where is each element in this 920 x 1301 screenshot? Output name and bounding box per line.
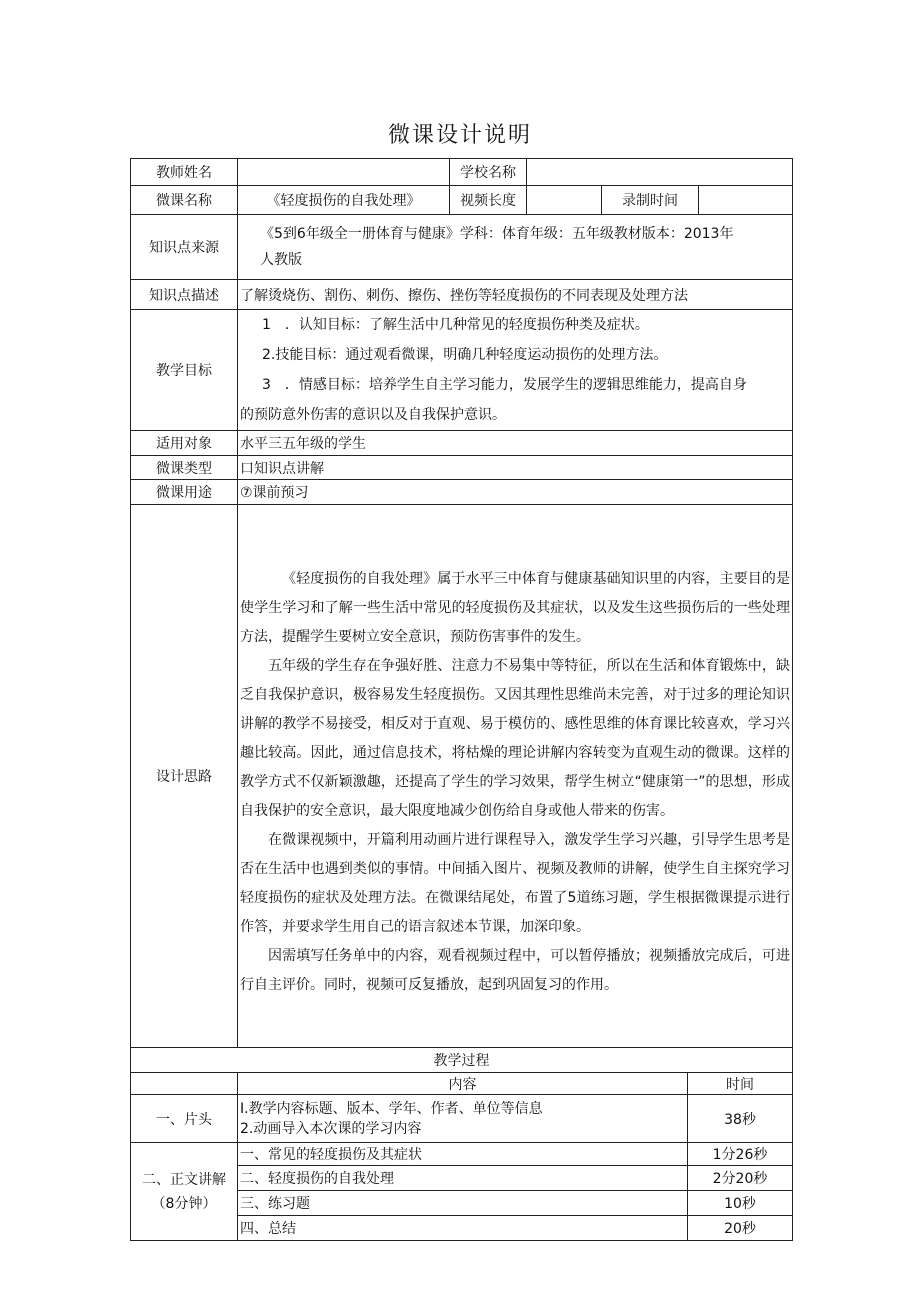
main-item-1-time: 1分26秒 bbox=[688, 1143, 793, 1166]
type-row bbox=[131, 456, 793, 480]
section-intro-time: 38秒 bbox=[688, 1095, 793, 1143]
intro-line-2: 2.动画导入本次课的学习内容 bbox=[240, 1120, 422, 1137]
course-type-value: 口知识点讲解 bbox=[238, 456, 793, 480]
goal-3-cont: 的预防意外伤害的意识以及自我保护意识。 bbox=[240, 407, 506, 423]
goals-row bbox=[131, 310, 793, 431]
intro-line-1: Ⅰ.教学内容标题、版本、学年、作者、单位等信息 bbox=[240, 1100, 543, 1117]
process-corner-cell bbox=[131, 1073, 238, 1095]
goal-3: 3 ．情感目标：培养学生自主学习能力，发展学生的逻辑思维能力，提高自身 bbox=[262, 377, 747, 393]
knowledge-description-label: 知识点描述 bbox=[131, 280, 238, 310]
source-row bbox=[131, 215, 793, 280]
course-type-label: 微课类型 bbox=[131, 456, 238, 480]
course-name-label: 微课名称 bbox=[131, 186, 238, 215]
course-design-table bbox=[130, 158, 793, 1241]
description-row bbox=[131, 280, 793, 310]
section-main-label bbox=[131, 1143, 238, 1241]
info-row-2 bbox=[131, 186, 793, 215]
video-length-value bbox=[527, 186, 602, 215]
course-usage-value: ⑦课前预习 bbox=[238, 480, 793, 505]
main-item-3-content: 三、练习题 bbox=[238, 1191, 688, 1216]
source-line-1: 《5到6年级全一册体育与健康》学科：体育年级：五年级教材版本：2013年 bbox=[260, 226, 734, 242]
teacher-name-label: 教师姓名 bbox=[131, 159, 238, 186]
knowledge-source-label: 知识点来源 bbox=[131, 215, 238, 280]
section-intro-content bbox=[238, 1095, 688, 1143]
process-time-header: 时间 bbox=[688, 1073, 793, 1095]
goal-2: 2.技能目标：通过观看微课，明确几种轻度运动损伤的处理方法。 bbox=[262, 347, 668, 363]
info-row-1 bbox=[131, 159, 793, 186]
knowledge-source-value bbox=[238, 215, 793, 280]
design-paragraph-3: 在微课视频中，开篇利用动画片进行课程导入，激发学生学习兴趣，引导学生思考是否在生活中也遇到类似的事情。中间插入图片、视频及教师的讲解，使学生自主探究学习轻度损伤的症状及处理方法。在微课结尾处，布置了5道练习题，学生根据微课提示进行作答，并要求学生用自己的语言叙述本节课，加深印象。 bbox=[240, 832, 790, 935]
audience-value: 水平三五年级的学生 bbox=[238, 431, 793, 456]
section-intro-label: 一、片头 bbox=[131, 1095, 238, 1143]
design-paragraph-4: 因需填写任务单中的内容，观看视频过程中，可以暂停播放；视频播放完成后，可进行自主评价。同时，视频可反复播放，起到巩固复习的作用。 bbox=[240, 948, 790, 993]
source-line-2: 人教版 bbox=[260, 252, 302, 268]
main-item-2-time: 2分20秒 bbox=[688, 1166, 793, 1191]
course-name-value: 《轻度损伤的自我处理》 bbox=[238, 186, 450, 215]
design-idea-label: 设计思路 bbox=[131, 505, 238, 1048]
goal-1: 1 ．认知目标：了解生活中几种常见的轻度损伤种类及症状。 bbox=[262, 317, 649, 333]
page-title: 微课设计说明 bbox=[387, 123, 532, 148]
section-main-duration: （8分钟） bbox=[151, 1195, 217, 1212]
process-header-row bbox=[131, 1048, 793, 1073]
process-row-main-1 bbox=[131, 1143, 793, 1166]
main-item-4-content: 四、总结 bbox=[238, 1216, 688, 1241]
record-time-label: 录制时间 bbox=[602, 186, 699, 215]
design-paragraph-1: 《轻度损伤的自我处理》属于水平三中体育与健康基础知识里的内容，主要目的是使学生学习和了解一些生活中常见的轻度损伤及其症状，以及发生这些损伤后的一些处理方法，提醒学生要树立安全意识，预防伤害事件的发生。 bbox=[240, 571, 790, 645]
video-length-label: 视频长度 bbox=[450, 186, 527, 215]
main-item-4-time: 20秒 bbox=[688, 1216, 793, 1241]
audience-row bbox=[131, 431, 793, 456]
audience-label: 适用对象 bbox=[131, 431, 238, 456]
usage-row bbox=[131, 480, 793, 505]
design-idea-value bbox=[238, 505, 793, 1048]
process-row-intro bbox=[131, 1095, 793, 1143]
main-item-1-content: 一、常见的轻度损伤及其症状 bbox=[238, 1143, 688, 1166]
school-name-label: 学校名称 bbox=[450, 159, 527, 186]
design-paragraph-2: 五年级的学生存在争强好胜、注意力不易集中等特征，所以在生活和体育锻炼中，缺乏自我保护意识，极容易发生轻度损伤。又因其理性思维尚未完善，对于过多的理论知识讲解的教学不易接受，相反对于直观、易于模仿的、感性思维的体育课比较喜欢，学习兴趣比较高。因此，通过信息技术，将枯燥的理论讲解内容转变为直观生动的微课。这样的教学方式不仅新颖激趣，还提高了学生的学习效果，帮学生树立“健康第一”的思想，形成自我保护的安全意识，最大限度地减少创伤给自身或他人带来的伤害。 bbox=[240, 658, 790, 819]
design-row bbox=[131, 505, 793, 1048]
main-item-2-content: 二、轻度损伤的自我处理 bbox=[238, 1166, 688, 1191]
teaching-goals-value bbox=[238, 310, 793, 431]
process-header: 教学过程 bbox=[131, 1048, 793, 1073]
teacher-name-value bbox=[238, 159, 450, 186]
course-usage-label: 微课用途 bbox=[131, 480, 238, 505]
process-columns-row bbox=[131, 1073, 793, 1095]
school-name-value bbox=[527, 159, 793, 186]
section-main-title: 二、正文讲解 bbox=[142, 1171, 226, 1188]
main-item-3-time: 10秒 bbox=[688, 1191, 793, 1216]
record-time-value bbox=[699, 186, 793, 215]
knowledge-description-value: 了解烫烧伤、割伤、刺伤、擦伤、挫伤等轻度损伤的不同表现及处理方法 bbox=[238, 280, 793, 310]
process-content-header: 内容 bbox=[238, 1073, 688, 1095]
teaching-goals-label: 教学目标 bbox=[131, 310, 238, 431]
